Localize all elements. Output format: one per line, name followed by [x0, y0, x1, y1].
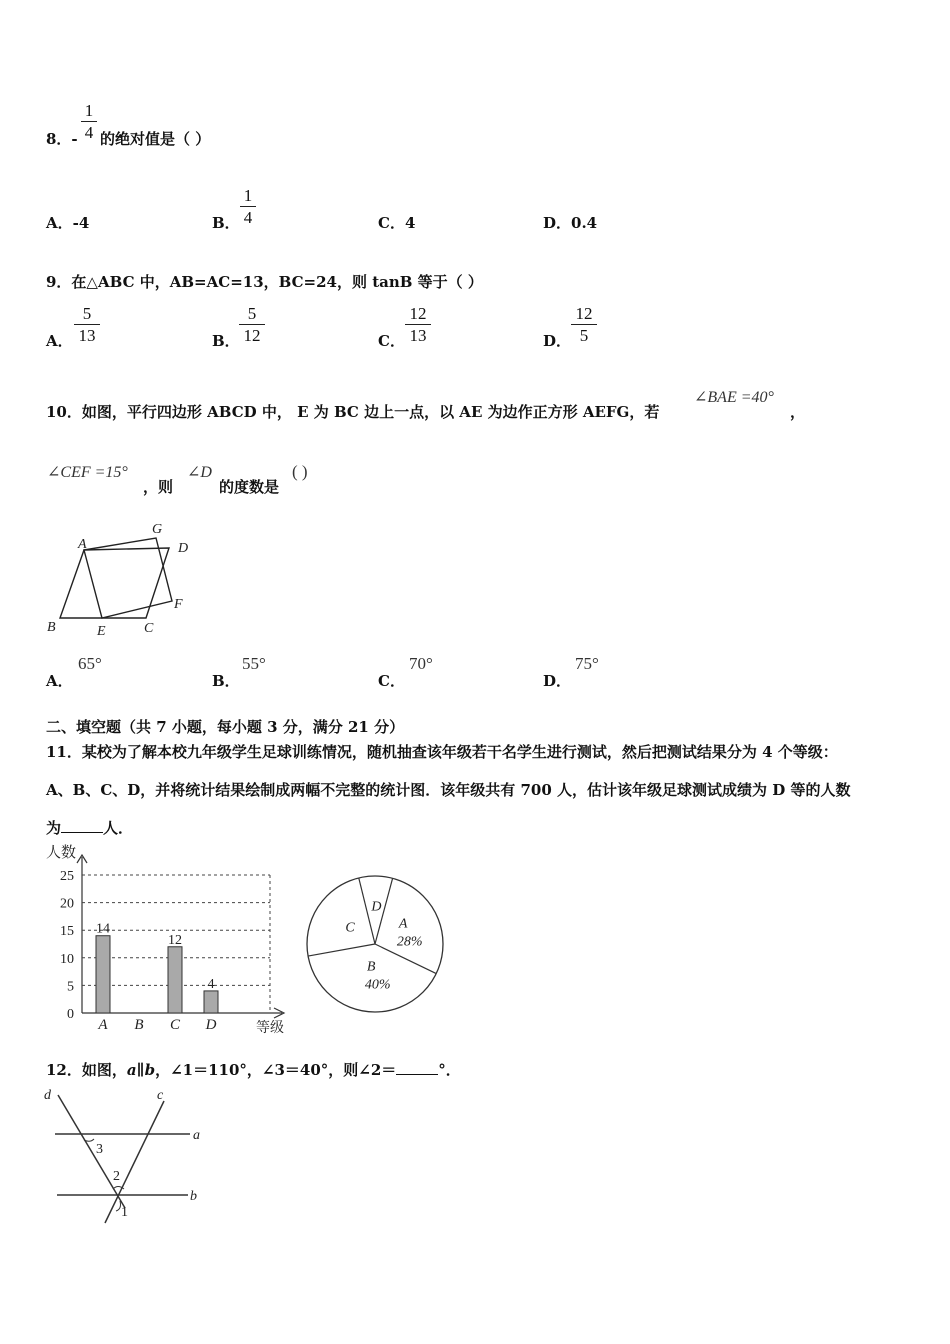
q12-post: °．: [438, 1061, 461, 1079]
q10-option-d-value: 75°: [575, 654, 599, 673]
q8-prefix: 8．-: [46, 130, 78, 148]
q9-option-c-fraction: [405, 304, 431, 347]
y-tick-label: 25: [60, 869, 74, 884]
y-tick-label: 0: [67, 1007, 74, 1022]
q8-frac-num: 1: [84, 101, 94, 120]
q10-angle-cef: ∠CEF =15°: [47, 464, 128, 481]
label-angle-2: 2: [113, 1169, 120, 1184]
q9-d-num: 12: [575, 304, 593, 323]
x-tick-label-B: B: [134, 1017, 144, 1033]
q8-option-d: D．0.4: [543, 214, 598, 232]
bar-y-label: 人数: [46, 843, 77, 861]
q9-option-d: D．: [543, 332, 572, 350]
q11-line2: A、B、C、D，并将统计结果绘制成两幅不完整的统计图．该年级共有 700 人，估计该年级足球测试成绩为 D 等的人数: [46, 781, 851, 799]
bar-value-label-C: 12: [168, 932, 182, 948]
q10-option-b: B．: [212, 672, 240, 690]
q9-b-den: 12: [243, 326, 261, 345]
q8-option-b-fraction: [240, 186, 256, 229]
q11-line3: [46, 817, 133, 838]
q9-stem: 9．在△ABC 中，AB=AC=13，BC=24，则 tanB 等于（ ）: [46, 273, 483, 291]
q12-pre: 12．如图，: [46, 1061, 127, 1079]
q8-suffix: 的绝对值是（ ）: [100, 130, 211, 148]
q10-stem: 10．如图，平行四边形 ABCD 中， E 为 BC 边上一点，以 AE 为边作正方形 AEFG，若: [46, 403, 660, 421]
pie-percent-B: 40%: [364, 977, 391, 993]
q10-paren: ( ): [292, 462, 308, 481]
q8-option-b-num: 1: [243, 186, 253, 205]
label-d: D: [178, 541, 189, 556]
q11-line3-pre: 为: [46, 819, 62, 837]
label-a: A: [78, 537, 87, 552]
q10-option-d: D．: [543, 672, 572, 690]
pie-label-D: D: [371, 899, 382, 915]
q10-option-c-value: 70°: [409, 654, 433, 673]
angle-1-arc: [116, 1201, 121, 1211]
q11-answer-blank[interactable]: [61, 818, 103, 833]
q10-parallelogram-figure: [44, 518, 194, 640]
bar-value-label-A: 14: [96, 921, 110, 937]
q8-option-b: B．: [212, 214, 240, 232]
pie-percent-A: 28%: [396, 934, 423, 950]
q11-bar-chart: [44, 843, 294, 1035]
q10-comma: ，: [790, 403, 806, 421]
q9-option-d-fraction: [571, 304, 597, 347]
y-tick-label: 20: [60, 896, 74, 912]
label-g: G: [152, 522, 163, 537]
q12-var-a: a: [126, 1061, 137, 1079]
q9-option-a-fraction: [74, 304, 100, 347]
label-a-line: a: [193, 1128, 200, 1143]
q10-angle-d: ∠D: [187, 464, 212, 481]
q8-option-a: A．-4: [46, 214, 90, 232]
q10-then: ，则: [143, 478, 174, 496]
label-angle-3: 3: [96, 1142, 103, 1157]
label-angle-1: 1: [121, 1205, 128, 1220]
y-tick-label: 15: [60, 924, 74, 940]
bar-value-label-D: 4: [207, 976, 215, 992]
line-c: [105, 1101, 164, 1223]
q10-option-a-value: 65°: [78, 654, 102, 673]
q9-d-den: 5: [579, 326, 589, 345]
label-b-line: b: [190, 1189, 197, 1204]
q9-a-num: 5: [82, 304, 92, 323]
label-f: F: [174, 597, 183, 612]
pie-label-A: A: [398, 916, 408, 932]
q12-stem: [46, 1059, 461, 1080]
q9-c-den: 13: [409, 326, 427, 345]
parallelogram-abcd: [60, 548, 169, 618]
q8-fraction: [81, 101, 97, 144]
section-heading: 二、填空题（共 7 小题，每小题 3 分，满分 21 分）: [46, 718, 405, 736]
q10-angle-bae: ∠BAE =40°: [694, 389, 774, 406]
label-c: C: [144, 621, 154, 636]
label-d-line: d: [44, 1088, 51, 1103]
q10-option-a: A．: [46, 672, 73, 690]
bar-A: [96, 936, 110, 1013]
q12-var-b: b: [144, 1061, 156, 1079]
q9-option-c: C．: [378, 332, 405, 350]
q10-option-c: C．: [378, 672, 405, 690]
x-tick-label-A: A: [98, 1017, 108, 1033]
x-tick-label-D: D: [205, 1017, 217, 1033]
q10-tail: 的度数是: [219, 478, 280, 496]
q8-stem: [46, 128, 78, 149]
q12-mid: ，∠1＝110°，∠3＝40°，则∠2＝: [155, 1061, 397, 1079]
y-tick-label: 10: [60, 951, 74, 967]
q9-option-a: A．: [46, 332, 73, 350]
bar-x-label: 等级: [256, 1020, 284, 1035]
q11-line1: 11．某校为了解本校九年级学生足球训练情况，随机抽查该年级若干名学生进行测试，然后把测试结果分为 4 个等级：: [46, 743, 838, 761]
q9-option-b: B．: [212, 332, 240, 350]
pie-label-C: C: [345, 920, 355, 936]
q12-parallel-lines-figure: [40, 1083, 210, 1231]
q8-option-b-den: 4: [243, 208, 253, 227]
q8-option-c: C．4: [378, 214, 416, 232]
q10-option-b-value: 55°: [242, 654, 266, 673]
x-tick-label-C: C: [169, 1017, 181, 1033]
q12-answer-blank[interactable]: [396, 1060, 438, 1075]
line-d: [58, 1095, 125, 1208]
bar-D: [204, 991, 218, 1013]
angle-3-arc: [84, 1139, 94, 1141]
label-b: B: [47, 620, 56, 635]
q9-option-b-fraction: [239, 304, 265, 347]
label-c-line: c: [157, 1088, 164, 1103]
bar-C: [168, 947, 182, 1013]
q9-b-num: 5: [247, 304, 257, 323]
q11-pie-chart: [300, 872, 450, 1022]
y-tick-label: 5: [67, 979, 74, 995]
q11-line3-post: 人．: [103, 819, 134, 837]
q8-frac-den: 4: [84, 123, 94, 142]
pie-label-B: B: [366, 959, 376, 975]
q12-parallel: ∥: [136, 1061, 145, 1079]
q9-c-num: 12: [409, 304, 427, 323]
q9-a-den: 13: [78, 326, 96, 345]
label-e: E: [97, 624, 106, 639]
